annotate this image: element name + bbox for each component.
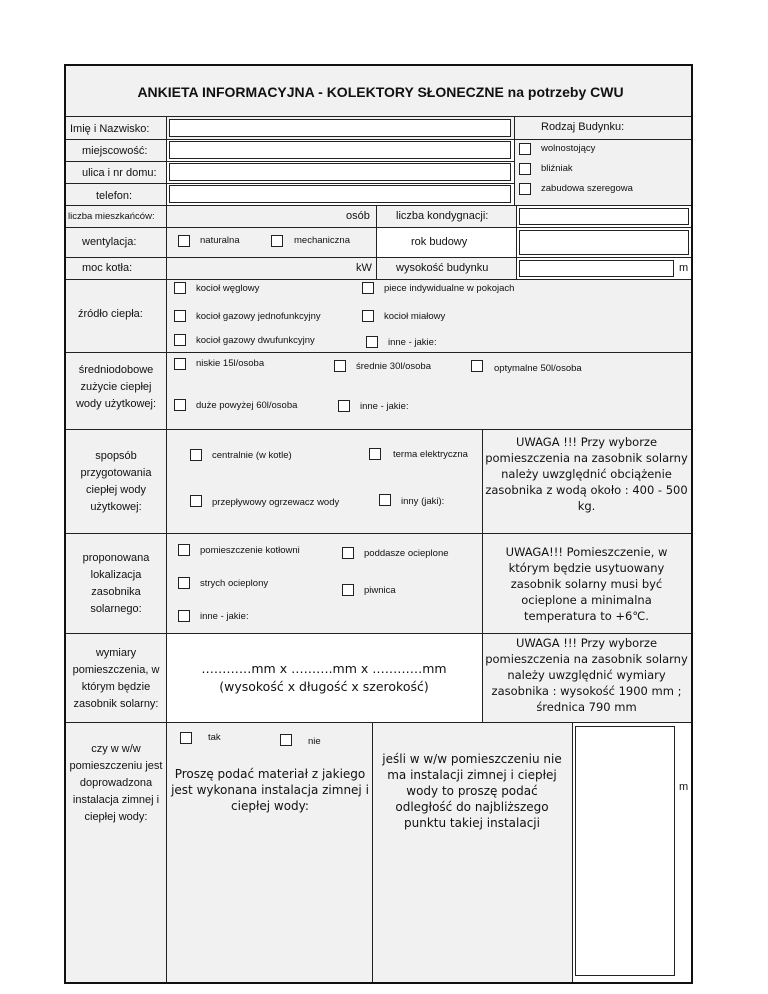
material-prompt: Proszę podać materiał z jakiego jest wykonana instalacja zimnej i ciepłej wody: xyxy=(171,767,369,813)
option-blizniak: bliźniak xyxy=(541,163,573,174)
checkbox-kotlownia[interactable] xyxy=(178,544,190,556)
room-dims-field[interactable] xyxy=(170,660,478,696)
option-poddasze: poddasze ocieplone xyxy=(364,548,449,559)
residents-unit: osób xyxy=(346,210,370,222)
checkbox-kociol-mialowy[interactable] xyxy=(362,310,374,322)
checkbox-usage-inne[interactable] xyxy=(338,400,350,412)
checkbox-poddasze[interactable] xyxy=(342,547,354,559)
option-nie: nie xyxy=(308,736,321,747)
option-duze: duże powyżej 60l/osoba xyxy=(196,400,298,411)
phone-input[interactable] xyxy=(169,185,511,203)
option-kociol-weglowy: kocioł węglowy xyxy=(196,283,260,294)
option-usage-inne: inne - jakie: xyxy=(360,401,409,412)
checkbox-tak[interactable] xyxy=(180,732,192,744)
option-kotlownia: pomieszczenie kotłowni xyxy=(200,545,300,556)
distance-unit: m xyxy=(679,781,689,793)
floors-input[interactable] xyxy=(519,208,689,225)
option-kociol-mialowy: kocioł miałowy xyxy=(384,311,446,322)
checkbox-piece[interactable] xyxy=(362,282,374,294)
checkbox-zabudowa-szeregowa[interactable] xyxy=(519,183,531,195)
checkbox-centralnie[interactable] xyxy=(190,449,202,461)
option-przeplywowy: przepływowy ogrzewacz wody xyxy=(212,497,340,508)
year-built-input[interactable] xyxy=(519,230,689,255)
residents-row-bg xyxy=(166,205,376,227)
label-installation: czy w w/w pomieszczeniu jest doprowadzona instalacja zimnej i ciepłej wody: xyxy=(69,743,163,823)
boiler-unit: kW xyxy=(356,262,372,274)
option-zabudowa-szeregowa: zabudowa szeregowa xyxy=(541,183,633,194)
checkbox-kociol-weglowy[interactable] xyxy=(174,282,186,294)
label-building-type: Rodzaj Budynku: xyxy=(541,121,625,133)
option-strych: strych ocieplony xyxy=(200,578,269,589)
option-centralnie: centralnie (w kotle) xyxy=(212,450,292,461)
option-prep-inny: inny (jaki): xyxy=(401,496,445,507)
room-dims-text: …………mm x ……….mm x …………mm xyxy=(201,661,447,676)
checkbox-piwnica[interactable] xyxy=(342,584,354,596)
option-optymalne: optymalne 50l/osoba xyxy=(494,363,582,374)
checkbox-heat-inne[interactable] xyxy=(366,336,378,348)
option-srednie: średnie 30l/osoba xyxy=(356,361,431,372)
label-street: ulica i nr domu: xyxy=(82,167,157,179)
checkbox-nie[interactable] xyxy=(280,734,292,746)
label-heat-source: źródło ciepła: xyxy=(78,308,143,320)
survey-form xyxy=(64,64,693,984)
form-title: ANKIETA INFORMACYJNA - KOLEKTORY SŁONECZNE na potrzeby CWU xyxy=(137,84,624,100)
warning-note-dimensions: UWAGA !!! Przy wyborze pomieszczenia na zasobnik solarny należy uwzględnić wymiary zasobnika : wysokość 1900 mm ; średnica 790 mm xyxy=(485,636,688,714)
checkbox-wolnostojacy[interactable] xyxy=(519,143,531,155)
option-terma: terma elektryczna xyxy=(393,449,468,460)
option-piwnica: piwnica xyxy=(364,585,396,596)
option-heat-inne: inne - jakie: xyxy=(388,337,437,348)
label-year-built: rok budowy xyxy=(411,236,468,248)
label-phone: telefon: xyxy=(96,190,133,202)
label-location: proponowana lokalizacja zasobnika solarnego: xyxy=(82,552,150,615)
building-height-input[interactable] xyxy=(519,260,674,277)
option-niskie: niskie 15l/osoba xyxy=(196,358,265,369)
checkbox-location-inne[interactable] xyxy=(178,610,190,622)
label-boiler-power: moc kotła: xyxy=(82,262,133,274)
label-prep-method: spopsób przygotowania ciepłej wody użytkowej: xyxy=(80,450,152,513)
height-unit: m xyxy=(679,262,689,274)
material-bg xyxy=(166,722,372,982)
option-mechaniczna: mechaniczna xyxy=(294,235,350,246)
room-dims-caption: (wysokość x długość x szerokość) xyxy=(219,679,429,694)
distance-input[interactable] xyxy=(575,726,675,976)
checkbox-srednie[interactable] xyxy=(334,360,346,372)
warning-note-insulation: UWAGA!!! Pomieszczenie, w którym będzie usytuowany zasobnik solarny musi być ocieplone a minimalna temperatura to +6℃. xyxy=(505,545,668,623)
name-input[interactable] xyxy=(169,119,511,137)
checkbox-przeplywowy[interactable] xyxy=(190,495,202,507)
label-name: Imię i Nazwisko: xyxy=(70,123,150,135)
option-tak: tak xyxy=(208,732,221,743)
checkbox-blizniak[interactable] xyxy=(519,163,531,175)
checkbox-mechaniczna[interactable] xyxy=(271,235,283,247)
label-ventilation: wentylacja: xyxy=(82,236,137,248)
checkbox-strych[interactable] xyxy=(178,577,190,589)
checkbox-naturalna[interactable] xyxy=(178,235,190,247)
option-location-inne: inne - jakie: xyxy=(200,611,249,622)
distance-prompt: jeśli w w/w pomieszczeniu nie ma instalacji zimnej i ciepłej wody to proszę podać odległość do najbliższego punktu takiej instalacji xyxy=(382,752,562,830)
boiler-row-bg xyxy=(166,257,376,279)
label-water-usage: średniodobowe zużycie ciepłej wody użytkowej: xyxy=(75,364,157,410)
label-building-height: wysokość budynku xyxy=(396,262,489,274)
checkbox-kociol-gazowy-jedno[interactable] xyxy=(174,310,186,322)
label-floors: liczba kondygnacji: xyxy=(396,210,489,222)
label-room-dims: wymiary pomieszczenia, w którym będzie zasobnik solarny: xyxy=(72,647,160,710)
street-input[interactable] xyxy=(169,163,511,181)
option-kociol-gazowy-jedno: kocioł gazowy jednofunkcyjny xyxy=(196,311,321,322)
city-input[interactable] xyxy=(169,141,511,159)
checkbox-niskie[interactable] xyxy=(174,358,186,370)
label-city: miejscowość: xyxy=(82,145,148,157)
checkbox-terma[interactable] xyxy=(369,448,381,460)
option-piece: piece indywidualne w pokojach xyxy=(384,283,515,294)
checkbox-prep-inny[interactable] xyxy=(379,494,391,506)
label-residents: liczba mieszkańców: xyxy=(68,211,155,222)
warning-note-load: UWAGA !!! Przy wyborze pomieszczenia na zasobnik solarny należy uwzględnić obciążenie zasobnika z wodą około : 400 - 500 kg. xyxy=(485,435,688,513)
checkbox-kociol-gazowy-dwu[interactable] xyxy=(174,334,186,346)
option-naturalna: naturalna xyxy=(200,235,240,246)
option-kociol-gazowy-dwu: kocioł gazowy dwufunkcyjny xyxy=(196,335,315,346)
checkbox-duze[interactable] xyxy=(174,399,186,411)
option-wolnostojacy: wolnostojący xyxy=(541,143,596,154)
checkbox-optymalne[interactable] xyxy=(471,360,483,372)
prep-bg xyxy=(166,429,482,533)
